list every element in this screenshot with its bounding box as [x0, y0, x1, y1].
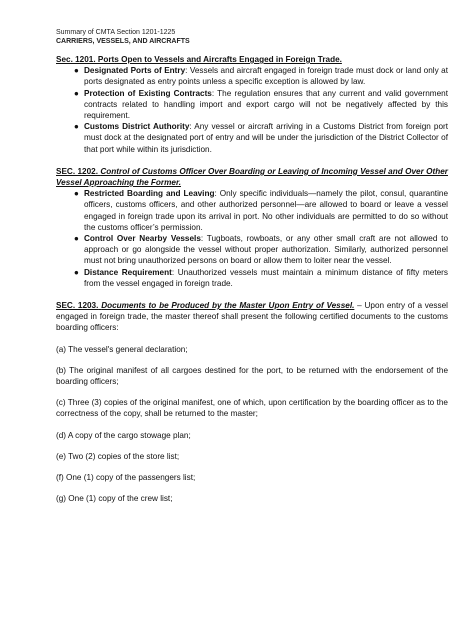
bullet-icon: ●: [74, 66, 79, 76]
list-item: (c) Three (3) copies of the original manifest, one of which, upon certification by the boarding officer as to the correctness of the copy, shall be returned to the master;: [56, 398, 448, 419]
list-item: ● Restricted Boarding and Leaving: Only specific individuals—namely the pilot, consul, quarantine officers, customs officers, and other authorized personnel—are allowed to board or leave a vessel engaged in foreign trade upon its arrival in port. No other individuals are permitted to do so without the customs officer’s permission.: [74, 189, 448, 232]
bullet-icon: ●: [74, 267, 79, 277]
list-item: ● Customs District Authority: Any vessel or aircraft arriving in a Customs District from foreign port must dock at the designated port of entry and will be under the jurisdiction of the District Collector of that port while within its jurisdiction.: [74, 122, 449, 154]
list-item: (f) One (1) copy of the passengers list;: [56, 473, 196, 483]
list-item: ● Protection of Existing Contracts: The regulation ensures that any current and valid government contracts related to handling import and export cargo will not be negatively affected by this requirement.: [74, 88, 448, 121]
bullet-icon: ●: [74, 88, 79, 98]
sec-1202-title: SEC. 1202. Control of Customs Officer Over Boarding or Leaving of Incoming Vessel and Over Other Vessel Approaching the Former.: [56, 166, 448, 188]
bullet-icon: ●: [74, 189, 79, 199]
sec-1203-intro: SEC. 1203. Documents to be Produced by the Master Upon Entry of Vessel. – Upon entry of a vessel engaged in foreign trade, the master thereof shall present the following certified documents to the customs boarding officers:: [56, 301, 448, 333]
list-item: ● Designated Ports of Entry: Vessels and aircraft engaged in foreign trade must dock or land only at ports designated as entry points unless a specific exception is allowed by law.: [74, 66, 448, 87]
list-item: (g) One (1) copy of the crew list;: [56, 494, 173, 504]
list-item: ● Control Over Nearby Vessels: Tugboats, rowboats, or any other small craft are not allowed to approach or go alongside the vessel without proper authorization. Similarly, authorized personnel must not bring unauthorized persons on board or allow them to loiter near the vessel.: [74, 234, 448, 266]
list-item: ● Distance Requirement: Unauthorized vessels must maintain a minimum distance of fifty meters from the vessel engaged in foreign trade.: [74, 267, 448, 288]
bullet-icon: ●: [74, 234, 79, 244]
header-summary-line: Summary of CMTA Section 1201-1225: [56, 29, 176, 36]
sec-1202-list: [56, 188, 448, 289]
list-item: (b) The original manifest of all cargoes destined for the port, to be returned with the endorsement of the boarding officers;: [56, 365, 448, 387]
sec-1201-list: [56, 65, 448, 155]
list-item: (e) Two (2) copies of the store list;: [56, 451, 180, 461]
bullet-icon: ●: [74, 122, 79, 132]
header-title-line: CARRIERS, VESSELS, AND AIRCRAFTS: [56, 38, 190, 45]
list-item: (a) The vessel's general declaration;: [56, 344, 188, 354]
sec-1201-title: Sec. 1201. Ports Open to Vessels and Aircrafts Engaged in Foreign Trade.: [56, 55, 342, 64]
list-item: (d) A copy of the cargo stowage plan;: [56, 430, 191, 440]
